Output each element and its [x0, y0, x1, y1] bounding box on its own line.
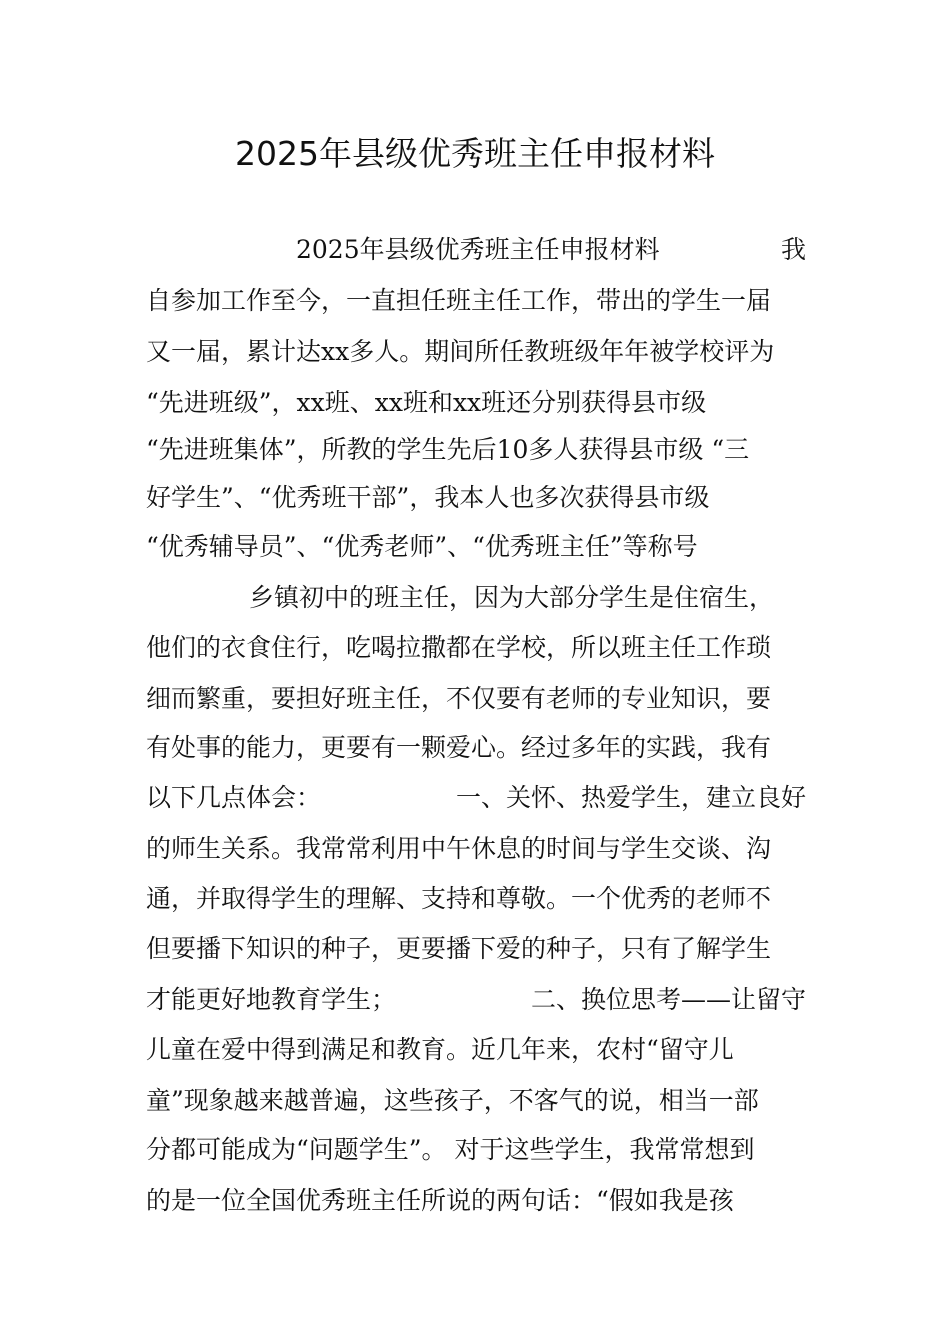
section-heading: 二、换位思考——让留守 — [530, 985, 806, 1014]
text-segment: 我 — [780, 235, 806, 264]
text-segment: “先进班集体”，所教的学生先后10多人获得县市级 “三 — [146, 435, 750, 464]
text-line — [146, 929, 806, 969]
text-segment: 才能更好地教育学生； — [146, 985, 397, 1014]
text-line — [146, 383, 806, 423]
text-segment: 分都可能成为“问题学生”。 对于这些学生，我常常想到 — [146, 1135, 755, 1164]
text-line — [146, 527, 806, 567]
text-segment: 儿童在爱中得到满足和教育。近几年来，农村“留守儿 — [146, 1035, 734, 1064]
text-line — [146, 679, 806, 719]
text-line — [146, 578, 806, 618]
text-line — [146, 778, 806, 818]
text-line — [146, 430, 806, 470]
text-segment: 通，并取得学生的理解、支持和尊敬。一个优秀的老师不 — [146, 884, 772, 913]
text-line — [146, 728, 806, 768]
text-segment: 好学生”、“优秀班干部”，我本人也多次获得县市级 — [146, 483, 710, 512]
text-line — [146, 332, 806, 372]
text-segment: 但要播下知识的种子，更要播下爱的种子，只有了解学生 — [146, 934, 772, 963]
text-segment: “优秀辅导员”、“优秀老师”、“优秀班主任”等称号 — [146, 532, 698, 561]
text-segment: 童”现象越来越普遍，这些孩子，不客气的说，相当一部 — [146, 1086, 759, 1115]
text-segment: 的师生关系。我常常利用中午休息的时间与学生交谈、沟 — [146, 834, 772, 863]
text-segment: 有处事的能力，更要有一颗爱心。经过多年的实践，我有 — [146, 733, 772, 762]
text-line — [146, 478, 806, 518]
text-line — [146, 628, 806, 668]
text-segment: 自参加工作至今，一直担任班主任工作，带出的学生一届 — [146, 286, 772, 315]
text-segment: 又一届，累计达xx多人。期间所任教班级年年被学校评为 — [146, 337, 775, 366]
text-line — [146, 879, 806, 919]
document-title: 2025年县级优秀班主任申报材料 — [235, 134, 715, 173]
text-line — [146, 1030, 806, 1070]
text-segment: 细而繁重，要担好班主任，不仅要有老师的专业知识，要 — [146, 684, 772, 713]
section-heading: 一、关怀、热爱学生，建立良好 — [455, 783, 806, 812]
text-segment: 的是一位全国优秀班主任所说的两句话：“假如我是孩 — [146, 1186, 734, 1215]
text-line — [146, 1130, 806, 1170]
text-segment: 他们的衣食住行，吃喝拉撒都在学校，所以班主任工作琐 — [146, 633, 772, 662]
text-line — [146, 1181, 806, 1221]
text-line — [146, 980, 806, 1020]
text-segment: “先进班级”，xx班、xx班和xx班还分别获得县市级 — [146, 388, 707, 417]
text-line — [146, 1081, 806, 1121]
text-line — [146, 829, 806, 869]
text-line — [146, 281, 806, 321]
text-segment: 以下几点体会： — [146, 783, 322, 812]
text-line — [146, 230, 806, 270]
inline-heading: 2025年县级优秀班主任申报材料 — [296, 235, 660, 264]
text-segment: 乡镇初中的班主任，因为大部分学生是住宿生， — [249, 583, 775, 612]
